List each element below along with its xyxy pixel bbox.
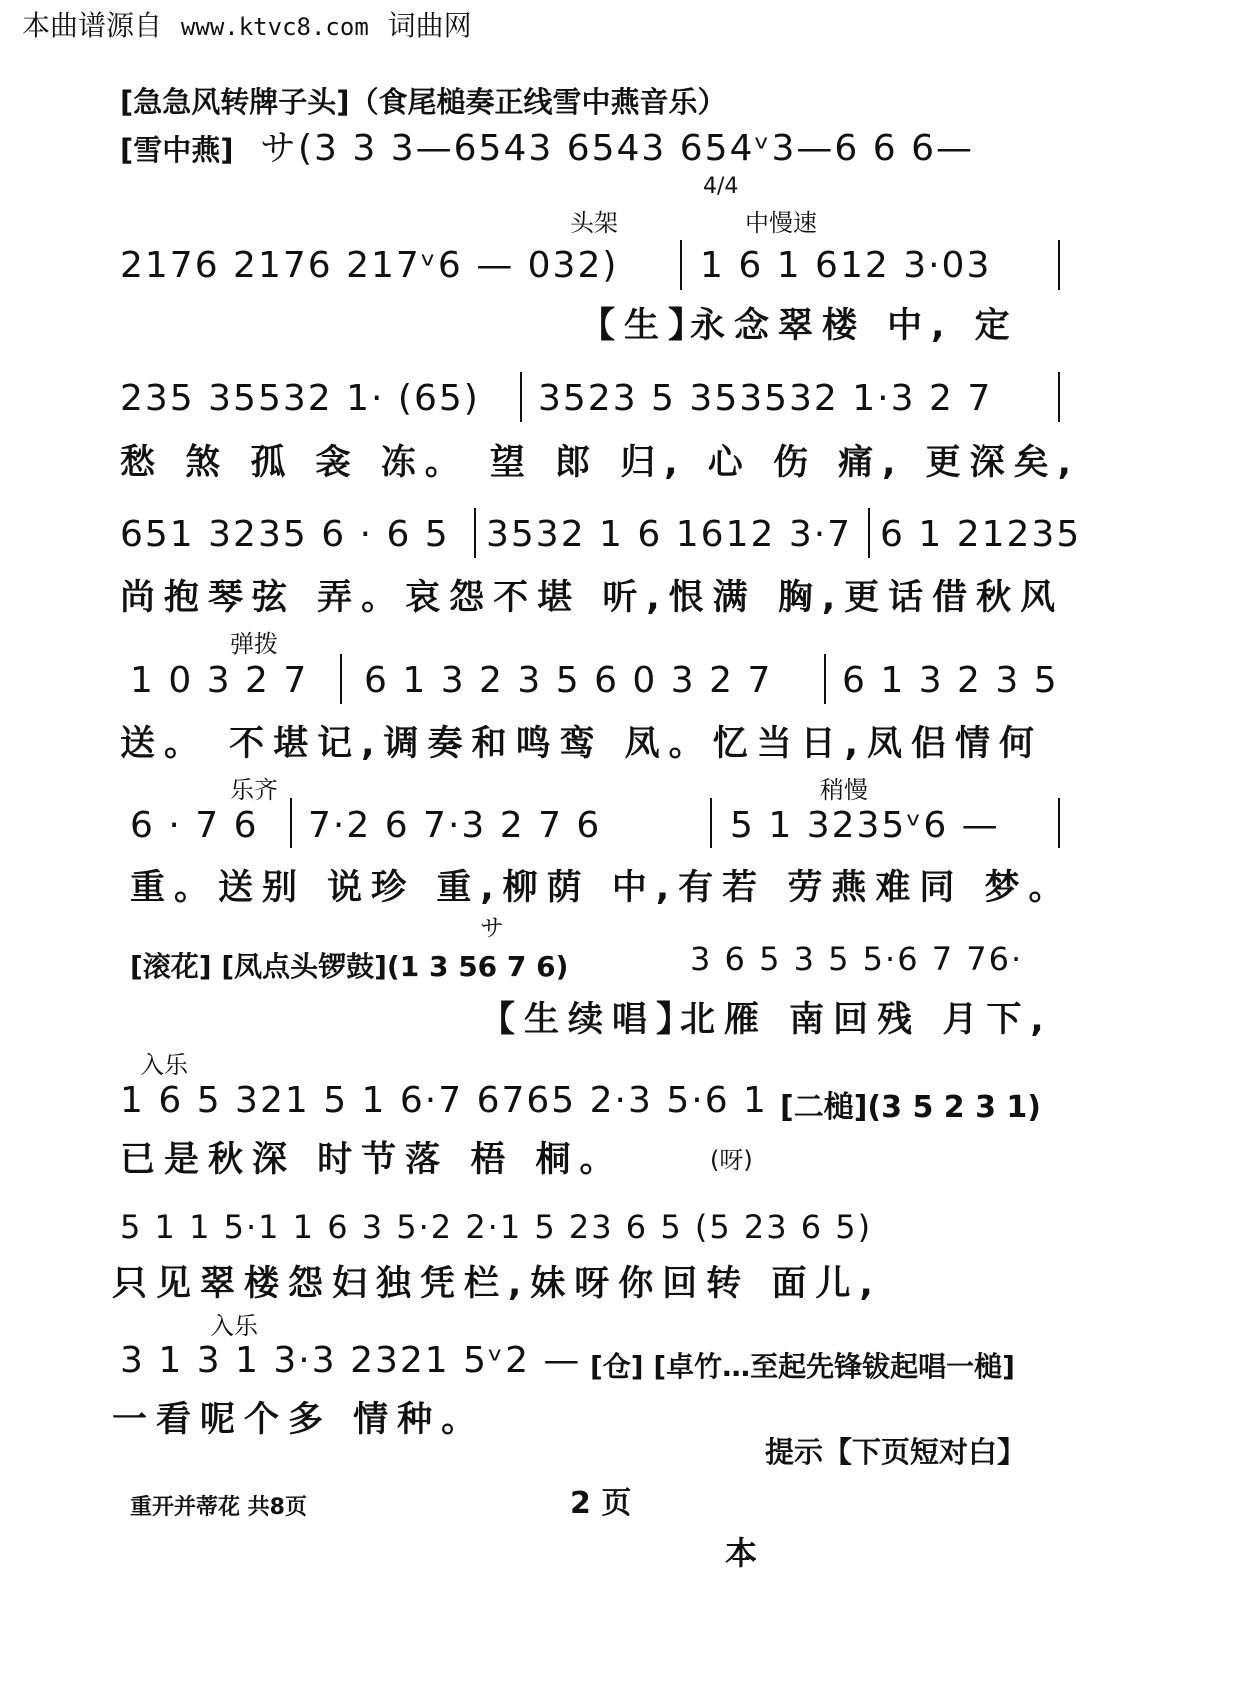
barline: [710, 798, 712, 848]
notation-line-10-tail: [仓] [卓竹…至起先锋钹起唱一槌]: [590, 1350, 1015, 1383]
lyric-line-10: 一看呢个多 情种。: [112, 1400, 486, 1440]
tempo-mark: 中慢速: [745, 209, 817, 237]
barline: [1058, 798, 1060, 848]
notation-line-10: 3 1 3 1 3·3 2321 5ᵛ2 —: [120, 1340, 582, 1381]
mark-shaoman: 稍慢: [820, 776, 868, 804]
notation-line-2a: 2176 2176 217ᵛ6 — 032): [120, 245, 619, 286]
lyric-line-9: 只见翠楼怨妇独凭栏,妹呀你回转 面儿,: [112, 1264, 882, 1304]
role-label: 【生】: [580, 306, 713, 346]
notation-line-5a: 1 0 3 2 7: [130, 660, 309, 701]
role-label-2: 【生续唱】: [480, 1000, 701, 1040]
notation-line-5b: 6 1 3 2 3 5 6 0 3 2 7: [364, 660, 773, 701]
notation-line-4b: 3532 1 6 1612 3·7: [486, 514, 853, 555]
notation-line-9: 5 1 1 5·1 1 6 3 5·2 2·1 5 23 6 5 (5 23 6 5): [120, 1208, 873, 1246]
notation-line-3a: 235 35532 1· (65): [120, 378, 480, 419]
mark-rule-1: 入乐: [140, 1051, 188, 1079]
mark-toujia: 头架: [570, 209, 618, 237]
mark-tanbo: 弹拨: [230, 630, 278, 658]
notation-line-1: サ(3 3 3—6543 6543 654ᵛ3—6 6 6—: [260, 128, 974, 169]
notation-line-5c: 6 1 3 2 3 5: [842, 660, 1059, 701]
notation-line-2b: 1 6 1 612 3·03: [700, 245, 992, 286]
lyric-line-5: 送。 不堪记,调奏和鸣鸾 凤。忆当日,凤侣情何: [120, 724, 1043, 764]
time-signature: 4/4: [703, 174, 739, 199]
site-url[interactable]: www.ktvc8.com: [180, 13, 369, 41]
notation-line-4c: 6 1 21235: [880, 514, 1082, 555]
mark-rule-2: 入乐: [210, 1312, 258, 1340]
lyric-line-4: 尚抱琴弦 弄。哀怨不堪 听,恨满 胸,更话借秋风: [120, 578, 1065, 618]
lyric-line-3: 愁 煞 孤 衾 冻。 望 郎 归, 心 伤 痛, 更深矣,: [120, 443, 1080, 483]
lyric-line-6: 重。送别 说珍 重,柳荫 中,有若 劳燕难同 梦。: [130, 868, 1073, 908]
site-name-left: 本曲谱源自: [22, 9, 163, 42]
barline: [868, 508, 870, 558]
footer-bottom-mark: 本: [725, 1534, 758, 1572]
notation-line-3b: 3523 5 353532 1·3 2 7: [538, 378, 993, 419]
notation-line-6b: 7·2 6 7·3 2 7 6: [308, 805, 602, 846]
barline: [824, 654, 826, 704]
barline: [340, 654, 342, 704]
page-number: 2 页: [570, 1486, 632, 1521]
notation-line-7: 3 6 5 3 5 5·6 7 76·: [690, 940, 1024, 978]
barline: [680, 240, 682, 290]
site-name-right: 词曲网: [387, 9, 472, 42]
barline: [474, 508, 476, 558]
lyric-line-2: 永念翠楼 中, 定: [690, 306, 1019, 346]
notation-line-6a: 6 · 7 6: [130, 805, 259, 846]
mark-yueqi: 乐齐: [230, 776, 278, 804]
barline: [1058, 372, 1060, 422]
notation-line-8-tail: [二槌](3 5 2 3 1): [780, 1090, 1041, 1125]
barline: [1058, 240, 1060, 290]
notation-line-6c: 5 1 3235ᵛ6 —: [730, 805, 1000, 846]
lyric-aside: (呀): [710, 1146, 753, 1174]
section-heading: [急急风转牌子头]（食尾槌奏正线雪中燕音乐）: [120, 85, 727, 119]
site-header: [22, 4, 472, 44]
mark-sa: サ: [480, 914, 504, 942]
lyric-line-8: 已是秋深 时节落 梧 桐。: [120, 1140, 624, 1180]
notation-line-8: 1 6 5 321 5 1 6·7 6765 2·3 5·6 1: [120, 1080, 768, 1121]
tune-label: [雪中燕]: [120, 133, 234, 167]
footer-title: 重开并蒂花 共8页: [130, 1495, 307, 1520]
notation-line-4a: 651 3235 6 · 6 5: [120, 514, 450, 555]
barline: [520, 372, 522, 422]
next-page-hint: 提示【下页短对白】: [765, 1435, 1027, 1469]
barline: [290, 798, 292, 848]
lyric-line-7: 北雁 南回残 月下,: [680, 1000, 1053, 1040]
tune-label-gunhua: [滚花] [凤点头锣鼓](1 3 56 7 6): [130, 950, 569, 983]
